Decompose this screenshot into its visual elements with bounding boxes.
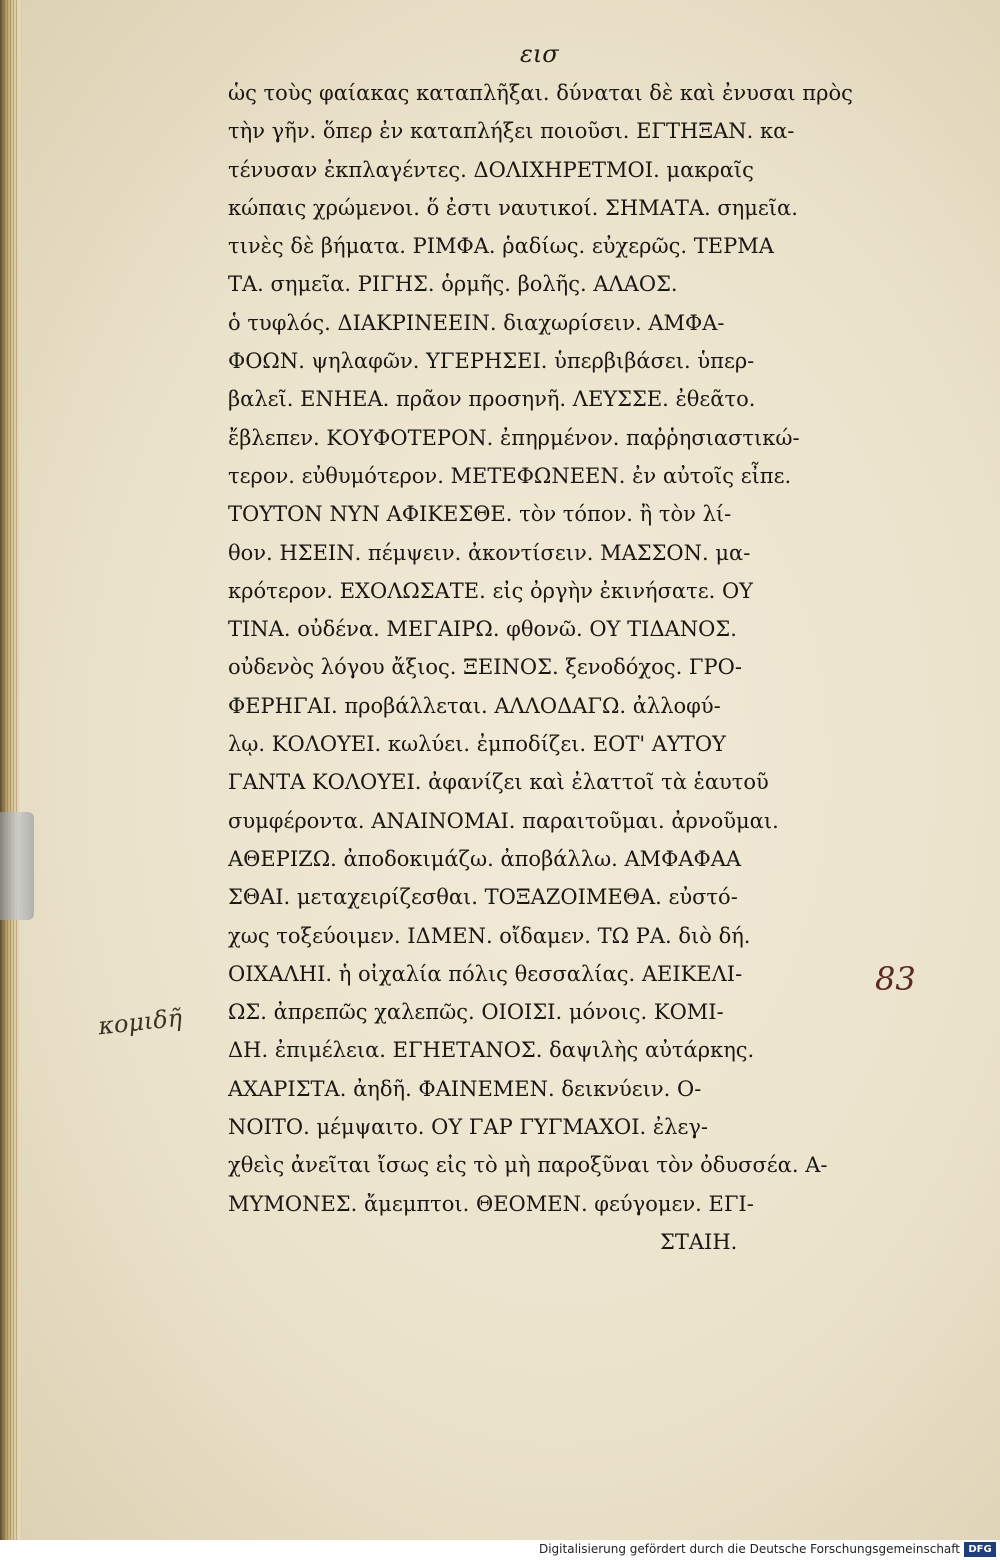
text-line: ὁ τυφλός. ΔΙΑΚΡΙΝΕΕΙΝ. διαχωρίσειν. ΑΜΦΑ- xyxy=(228,310,725,335)
text-line: τερον. εὐθυμότερον. ΜΕΤΕΦΩΝΕΕΝ. ἐν αὐτοῖς εἶπε. xyxy=(228,463,792,488)
text-line: τένυσαν ἐκπλαγέντες. ΔΟΛΙΧΗΡΕΤΜΟΙ. μακραῖς xyxy=(228,157,754,182)
text-line: ΦΕΡΗΓΑΙ. προβάλλεται. ΑΛΛΟΔΑΓΩ. ἀλλοφύ- xyxy=(228,693,721,718)
margin-note: κομιδῆ xyxy=(96,1003,184,1041)
footer xyxy=(0,1540,1000,1560)
dfg-logo-icon: DFG xyxy=(964,1542,996,1557)
text-line: ΤΑ. σημεῖα. ΡΙΓΗΣ. ὁρμῆς. βολῆς. ΑΛΑΟΣ. xyxy=(228,272,678,297)
text-line: ΑΘΕΡΙΖΩ. ἀποδοκιμάζω. ἀποβάλλω. ΑΜΦΑΦΑΑ xyxy=(228,846,742,871)
text-line: λῳ. ΚΟΛΟΥΕΙ. κωλύει. ἐμποδίζει. ΕΟΤ' ΑΥΤΟΥ xyxy=(228,732,726,757)
text-line: ΩΣ. ἀπρεπῶς χαλεπῶς. ΟΙΟΙΣΙ. μόνοις. ΚΟΜΙ- xyxy=(228,1000,724,1025)
bookmark-strip xyxy=(0,812,34,920)
text-line: συμφέροντα. ΑΝΑΙΝΟΜΑΙ. παραιτοῦμαι. ἀρνοῦμαι. xyxy=(228,808,779,833)
text-line: κρότερον. ΕΧΟΛΩΣΑΤΕ. εἰς ὀργὴν ἐκινήσατε. ΟΥ xyxy=(228,578,754,603)
text-line: τινὲς δὲ βήματα. ΡΙΜΦΑ. ῥαδίως. εὐχερῶς. ΤΕΡΜΑ xyxy=(228,234,774,259)
text-line: ὡς τοὺς φαίακας καταπλῆξαι. δύναται δὲ καὶ ἐνυσαι πρὸς xyxy=(228,81,853,105)
text-line: ΤΙΝΑ. οὐδένα. ΜΕΓΑΙΡΩ. φθονῶ. ΟΥ ΤΙΔΑΝΟΣ. xyxy=(228,617,737,642)
text-line: ἔβλεπεν. ΚΟΥΦΟΤΕΡΟΝ. ἐπηρμένον. παῤῥησιαστικώ- xyxy=(228,425,800,450)
page-edge-lines xyxy=(4,0,18,1540)
text-line: οὐδενὸς λόγου ἄξιος. ΞΕΙΝΟΣ. ξενοδόχος. ΓΡΟ- xyxy=(228,655,742,680)
text-line: κώπαις χρώμενοι. ὅ ἐστι ναυτικοί. ΣΗΜΑΤΑ. σημεῖα. xyxy=(228,195,798,220)
text-line: θον. ΗΣΕΙΝ. πέμψειν. ἀκοντίσειν. ΜΑΣΣΟΝ. μα- xyxy=(228,540,751,565)
footer-credit: Digitalisierung gefördert durch die Deutsche Forschungsgemeinschaft xyxy=(538,1542,960,1556)
text-line: ΑΧΑΡΙΣΤΑ. ἀηδῆ. ΦΑΙΝΕΜΕΝ. δεικνύειν. Ο- xyxy=(228,1076,702,1101)
text-line: τὴν γῆν. ὅπερ ἐν καταπλήξει ποιοῦσι. ΕΓΤΗΞΑΝ. κα- xyxy=(228,119,795,144)
text-line: βαλεῖ. ΕΝΗΕΑ. πρᾶον προσηνῆ. ΛΕΥΣΣΕ. ἐθεᾶτο. xyxy=(228,387,756,412)
text-line: ΤΟΥΤΟΝ ΝΥΝ ΑΦΙΚΕΣΘΕ. τὸν τόπον. ἢ τὸν λί- xyxy=(228,502,732,527)
page-number: εισ xyxy=(520,40,559,68)
text-line: ΟΙΧΑΛΗΙ. ἡ οἰχαλία πόλις θεσσαλίας. ΑΕΙΚΕΛΙ- xyxy=(228,961,743,986)
text-line: ΔΗ. ἐπιμέλεια. ΕΓΗΕΤΑΝΟΣ. δαψιλὴς αὐτάρκης. xyxy=(228,1038,755,1063)
text-line: χως τοξεύοιμεν. ΙΔΜΕΝ. οἴδαμεν. ΤΩ ΡΑ. διὸ δή. xyxy=(228,923,751,948)
text-line: χθεὶς ἀνεῖται ἴσως εἰς τὸ μὴ παροξῦναι τὸν ὀδυσσέα. Α- xyxy=(228,1153,828,1178)
text-line: ΣΤΑΙΗ. xyxy=(660,1229,738,1254)
text-block xyxy=(228,74,888,1261)
text-line: ΣΘΑΙ. μεταχειρίζεσθαι. ΤΟΞΑΖΟΙΜΕΘΑ. εὐστό- xyxy=(228,885,738,910)
text-line: ΜΥΜΟΝΕΣ. ἄμεμπτοι. ΘΕΟΜΕΝ. φεύγομεν. ΕΓΙ- xyxy=(228,1191,754,1216)
text-line: ΝΟΙΤΟ. μέμψαιτο. ΟΥ ΓΑΡ ΓΥΓΜΑΧΟΙ. ἐλεγ- xyxy=(228,1115,709,1140)
text-line: ΦΟΩΝ. ψηλαφῶν. ΥΓΕΡΗΣΕΙ. ὑπερβιβάσει. ὑπερ- xyxy=(228,349,755,374)
margin-folio-number: 83 xyxy=(875,960,916,998)
text-line: ΓΑΝΤΑ ΚΟΛΟΥΕΙ. ἀφανίζει καὶ ἐλαττοῖ τὰ ἑαυτοῦ xyxy=(228,770,769,795)
